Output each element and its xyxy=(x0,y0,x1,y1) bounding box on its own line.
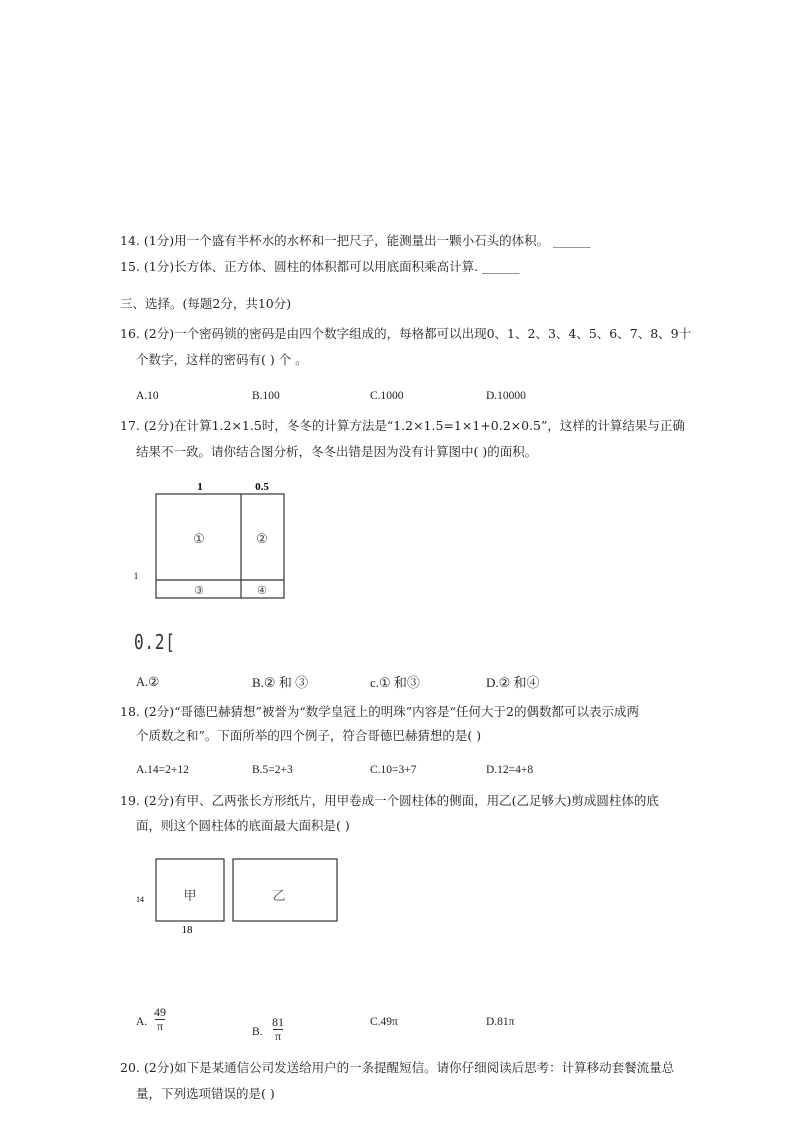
label-yi: 乙 xyxy=(272,888,286,903)
question-14 xyxy=(120,233,591,249)
question-text: (2分)“哥德巴赫猜想”被誉为“数学皇冠上的明珠”内容是“任何大于2的偶数都可以表示成两 xyxy=(143,704,639,719)
outer-rect xyxy=(156,494,284,598)
question-text: (2分)有甲、乙两张长方形纸片，用甲卷成一个圆柱体的侧面，用乙(乙足够大)剪成圆柱体的底 xyxy=(143,793,659,808)
option-d[interactable]: D.12=4+8 xyxy=(486,764,534,776)
question-number: 18. xyxy=(120,704,140,719)
question-15 xyxy=(120,259,520,275)
fraction xyxy=(154,1006,166,1033)
option-a[interactable]: A.10 xyxy=(136,390,159,402)
option-b[interactable] xyxy=(252,1016,332,1056)
option-label: A. xyxy=(136,1016,148,1028)
question-number: 19. xyxy=(120,793,140,808)
cell-3: ③ xyxy=(194,585,204,597)
question-text: (2分)如下是某通信公司发送给用户的一条提醒短信。请你仔细阅读后思考：计算移动套餐流量总 xyxy=(143,1060,675,1075)
option-d[interactable]: D.② 和④ xyxy=(486,675,540,690)
question-17-line1 xyxy=(120,418,685,434)
denominator: π xyxy=(156,1019,164,1033)
question-18-line2: 个质数之和”。下面所举的四个例子，符合哥德巴赫猜想的是( ) xyxy=(136,728,482,743)
option-a[interactable]: A.14=2+12 xyxy=(136,764,189,776)
denominator: π xyxy=(274,1029,282,1043)
question-20-line2: 量，下列选项错误的是( ) xyxy=(136,1086,275,1101)
option-b[interactable]: B.100 xyxy=(252,390,280,402)
area-model-figure xyxy=(130,476,300,606)
cell-1: ① xyxy=(193,531,205,546)
label-jia: 甲 xyxy=(183,888,197,903)
option-label: B. xyxy=(252,1026,263,1038)
top-left-label: 1 xyxy=(197,481,203,493)
top-right-label: 0.5 xyxy=(255,481,269,493)
option-d[interactable]: D.10000 xyxy=(486,390,526,402)
handwritten-mark: 0.2[ xyxy=(134,630,176,654)
question-text: (2分)一个密码锁的密码是由四个数字组成的，每格都可以出现0、1、2、3、4、5、6、7、8、9十 xyxy=(143,326,692,341)
option-c[interactable]: C.10=3+7 xyxy=(370,764,417,776)
option-b[interactable]: B.② 和 ③ xyxy=(252,675,309,690)
question-20-line1 xyxy=(120,1060,674,1076)
question-text: (1分)用一个盛有半杯水的水杯和一把尺子，能测量出一颗小石头的体积。 ______ xyxy=(143,233,591,248)
question-number: 16. xyxy=(120,326,140,341)
paper-rectangles-figure xyxy=(130,852,345,938)
section-heading: 三、选择。(每题2分，共10分) xyxy=(120,296,292,311)
question-18-line1 xyxy=(120,704,639,720)
numerator: 81 xyxy=(272,1015,284,1029)
question-17-line2: 结果不一致。请你结合图分析，冬冬出错是因为没有计算图中( )的面积。 xyxy=(136,444,538,459)
option-c[interactable]: c.① 和③ xyxy=(370,675,420,690)
question-text: (1分)长方体、正方体、圆柱的体积都可以用底面积乘高计算. ______ xyxy=(143,259,520,274)
cell-4: ④ xyxy=(257,585,267,597)
numerator: 49 xyxy=(154,1005,166,1019)
question-16-line2: 个数字，这样的密码有( ) 个 。 xyxy=(136,352,308,367)
option-d[interactable]: D.81π xyxy=(486,1016,515,1028)
question-number: 17. xyxy=(120,418,140,433)
option-c[interactable]: C.49π xyxy=(370,1016,398,1028)
question-number: 20. xyxy=(120,1060,140,1075)
fraction xyxy=(272,1016,284,1043)
option-c[interactable]: C.1000 xyxy=(370,390,404,402)
bottom-label: 18 xyxy=(181,924,193,936)
side-label: 14 xyxy=(136,895,144,904)
option-a[interactable]: A.② xyxy=(136,675,160,689)
cell-2: ② xyxy=(256,531,268,546)
question-number: 14. xyxy=(120,233,140,248)
question-number: 15. xyxy=(120,259,140,274)
question-19-line1 xyxy=(120,793,659,809)
option-b[interactable]: B.5=2+3 xyxy=(252,764,293,776)
question-16-line1 xyxy=(120,326,691,342)
side-label: 1 xyxy=(133,571,139,581)
question-text: (2分)在计算1.2×1.5时，冬冬的计算方法是“1.2×1.5=1×1+0.2×0.5”，这样的计算结果与正确 xyxy=(143,418,685,433)
question-19-line2: 面，则这个圆柱体的底面最大面积是( ) xyxy=(136,818,350,833)
